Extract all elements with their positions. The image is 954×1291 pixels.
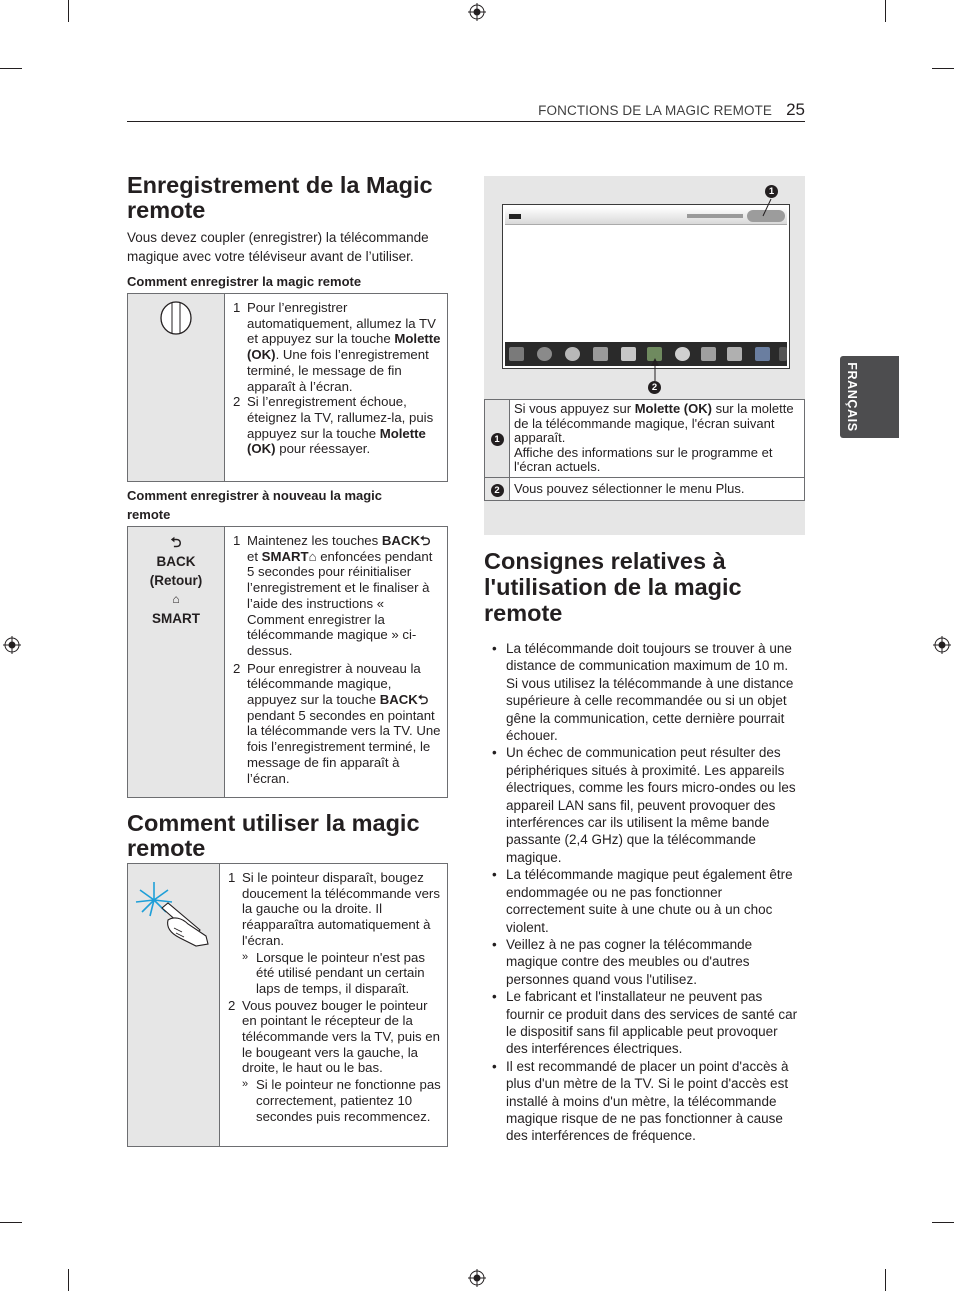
usage-table <box>127 863 448 1147</box>
list-item: • Un échec de communication peut résulter des périphériques situés à proximité. Les appareils électriques, comme les fours micro-ondes ou les appareil LAN sans fil, peuvent provoquer des interférences car ils utilisent la même bande passante (2,4 GHz) que la télécommande magique. <box>488 744 798 866</box>
back-icon: ⮌ <box>417 692 429 708</box>
crop-mark <box>0 1222 22 1223</box>
usage-steps <box>220 864 448 1147</box>
crop-mark <box>0 68 22 69</box>
subheading-register: Comment enregistrer la magic remote <box>127 274 362 289</box>
registration-mark-icon <box>933 636 951 654</box>
header-title: FONCTIONS DE LA MAGIC REMOTE <box>538 103 772 118</box>
smart-label: SMART <box>152 611 200 626</box>
language-tab-label: FRANÇAIS <box>845 362 859 432</box>
home-icon: ⌂ <box>172 592 180 606</box>
step-note: » Si le pointeur ne fonctionne pas correctement, patientez 10 secondes puis recommencez. <box>242 1077 441 1124</box>
step-item: 1 Pour l’enregistrer automatiquement, allumez la TV et appuyez sur la touche Molette (OK). Une fois l’enregistrement terminé, le message de fin apparaît à l’écran. <box>233 300 441 394</box>
list-item: • La télécommande doit toujours se trouver à une distance de communication maximum de 10 m. Si vous utilisez la télécommande à une distance supérieure à celle recommandée ou si un objet gêne la communication, cette dernière pourrait échouer. <box>488 640 798 744</box>
back-icon: ⮌ <box>420 533 431 548</box>
crop-mark <box>885 1269 886 1291</box>
list-item: • La télécommande magique peut également être endommagée ou ne pas fonctionner correctement suite à une chute ou à un choc violent. <box>488 866 798 936</box>
language-tab <box>840 356 899 438</box>
step-item: 2 Vous pouvez bouger le pointeur en pointant le récepteur de la télécommande vers la TV, puis en le bougeant vers la gauche, la droite, le haut ou le bas. » Si le pointeur ne fonctionne pas correctement, patientez 10 secondes puis recommencez. <box>228 997 441 1124</box>
back-smart-cell <box>128 527 225 798</box>
callout-leader <box>484 176 805 406</box>
step-item: 1 Maintenez les touches BACK⮌ et SMART⌂ enfoncées pendant 5 secondes pour réinitialiser l’enregistrement et le finaliser à l’aide des instructions « Comment enregistrer la télécommande magique » ci-dessus. <box>233 533 433 658</box>
subheading-reregister: Comment enregistrer à nouveau la magic remote <box>127 488 383 522</box>
list-item: • Le fabricant et l'installateur ne peuvent pas fournir ce produit dans des services de santé car le dispositif sans fil applicable peut provoquer des interférences électriques. <box>488 988 798 1058</box>
legend-number: 1 <box>485 400 510 478</box>
section-title-usage: Comment utiliser la magic remote <box>127 810 420 861</box>
page-header <box>127 100 805 122</box>
registration-intro: Vous devez coupler (enregistrer) la télécommande magique avec votre téléviseur avant de l’utiliser. <box>127 230 429 264</box>
crop-mark <box>885 0 886 22</box>
back-label: BACK <box>156 554 196 569</box>
legend-text: Si vous appuyez sur Molette (OK) sur la molette de la télécommande magique, l'écran suivant apparaît. Affiche des informations sur le programme et l'écran actuels. <box>510 400 805 478</box>
reregister-steps <box>225 527 448 798</box>
legend-number: 2 <box>485 478 510 501</box>
crop-mark <box>68 1269 69 1291</box>
callout-2: 2 <box>648 381 661 394</box>
legend-text: Vous pouvez sélectionner le menu Plus. <box>510 478 805 501</box>
back-sub-label: (Retour) <box>149 573 203 588</box>
step-item: 2 Si l’enregistrement échoue, éteignez la TV, rallumez-la, puis appuyez sur la touche Molette (OK) pour réessayer. <box>233 394 434 457</box>
section-title-registration: Enregistrement de la Magic remote <box>127 172 433 223</box>
list-item: • Veillez à ne pas cogner la télécommande magique contre des meubles ou d'autres personnes quand vous l'utilisez. <box>488 936 798 988</box>
back-icon: ⮌ <box>170 535 182 550</box>
step-item: 1 Si le pointeur disparaît, bougez doucement la télécommande vers la gauche ou la droite. Il réapparaîtra automatiquement à l'écran. » Lorsque le pointeur n'est pas été utilisé pendant un certain laps de temps, il disparaît. <box>228 870 440 996</box>
page-number: 25 <box>786 100 805 119</box>
list-item: • Il est recommandé de placer un point d'accès à plus d'un mètre de la TV. Si le point d'accès est installé à moins d'un mètre, la télécommande magique risque de ne pas fonctionner à cause des interférences de fréquence. <box>488 1058 798 1145</box>
crop-mark <box>932 1222 954 1223</box>
hand-remote-icon <box>134 878 214 948</box>
register-table <box>127 293 448 482</box>
crop-mark <box>68 0 69 22</box>
section-title-guidelines: Consignes relatives à l'utilisation de la magic remote <box>484 548 742 626</box>
callout-1: 1 <box>765 185 778 198</box>
step-note: » Lorsque le pointeur n'est pas été utilisé pendant un certain laps de temps, il disparaît. <box>242 949 425 996</box>
wheel-button-icon <box>158 300 194 336</box>
figure-legend <box>484 399 805 501</box>
guidelines-list <box>488 640 798 1145</box>
reregister-table <box>127 526 448 798</box>
pointer-cell <box>128 864 220 1147</box>
step-item: 2 Pour enregistrer à nouveau la télécommande magique, appuyez sur la touche BACK⮌ pendant 5 secondes en pointant la télécommande vers la TV. Une fois l’enregistrement terminé, le message de fin apparaît à l’écran. <box>233 660 441 786</box>
home-icon: ⌂ <box>308 548 317 564</box>
registration-mark-icon <box>3 636 21 654</box>
register-steps <box>225 294 448 482</box>
crop-mark <box>932 68 954 69</box>
remote-wheel-cell <box>128 294 225 482</box>
registration-mark-icon <box>468 1269 486 1287</box>
registration-mark-icon <box>468 3 486 21</box>
